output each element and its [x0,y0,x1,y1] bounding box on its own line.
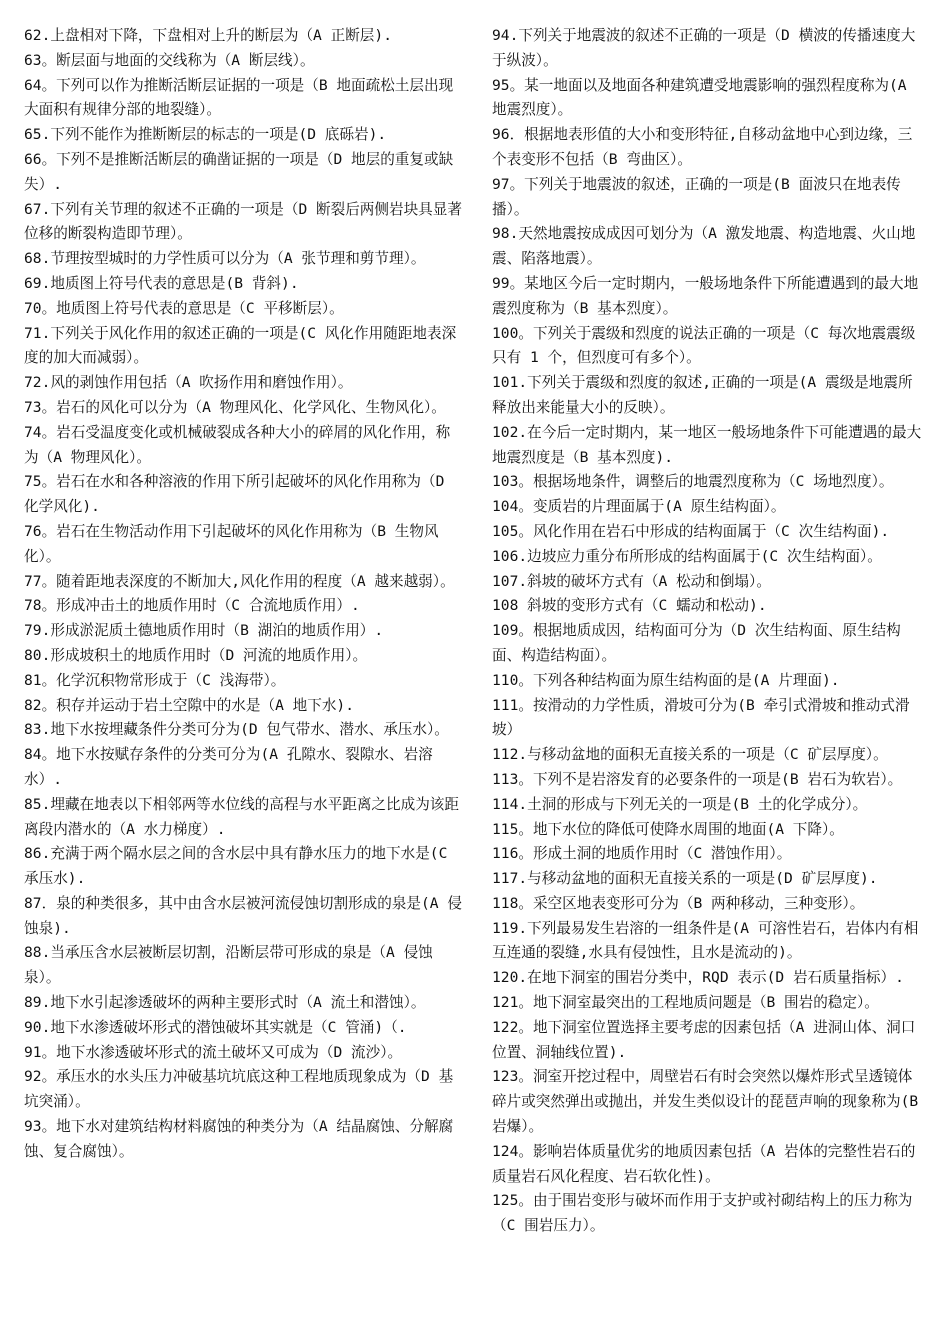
question-item: 118。采空区地表变形可分为（B 两种移动，三种变形）。 [492,894,865,912]
question-item: 109。根据地质成因，结构面可分为（D 次生结构面、原生结构面、构造结构面）。 [492,622,901,664]
question-item: 92。承压水的水头压力冲破基坑坑底这种工程地质现象成为（D 基坑突涌）。 [24,1068,454,1111]
question-item: 122。地下洞室位置选择主要考虑的因素包括（A 进洞山体、洞口位置、洞轴线位置). [492,1018,916,1061]
question-item: 111。按滑动的力学性质，滑坡可分为(B 牵引式滑坡和推动式滑坡） [492,696,910,739]
question-item: 85.埋藏在地表以下相邻两等水位线的高程与水平距离之比成为该距离段内潜水的（A 水力梯度）. [24,795,459,838]
question-item: 84。地下水按赋存条件的分类可分为(A 孔隙水、裂隙水、岩溶水）. [24,746,433,788]
question-item: 124。影响岩体质量优劣的地质因素包括（A 岩体的完整性岩石的质量岩石风化程度、岩石软化性)。 [492,1142,916,1185]
question-item: 81。化学沉积物常形成于（C 浅海带）。 [24,671,286,689]
question-item: 101.下列关于震级和烈度的叙述,正确的一项是(A 震级是地震所释放出来能量大小的反映）。 [492,374,913,416]
question-item: 120.在地下洞室的围岩分类中，RQD 表示(D 岩石质量指标）. [492,969,904,987]
question-item: 80.形成坡积土的地质作用时（D 河流的地质作用）。 [24,646,368,664]
question-item: 87．泉的种类很多，其中由含水层被河流侵蚀切割形成的泉是(A 侵蚀泉). [24,894,462,937]
question-item: 70。地质图上符号代表的意思是（C 平移断层）。 [24,299,344,317]
question-item: 123。洞室开挖过程中，周壁岩石有时会突然以爆炸形式呈透镜体碎片或突然弹出或抛出，并发生类似设计的琵琶声响的现象称为(B 岩爆）。 [492,1068,919,1136]
question-item: 125。由于围岩变形与破坏而作用于支护或衬砌结构上的压力称为（C 围岩压力）。 [492,1192,913,1235]
question-item: 104。变质岩的片理面属于(A 原生结构面）。 [492,498,786,516]
question-item: 117.与移动盆地的面积无直接关系的一项是(D 矿层厚度). [492,870,878,888]
question-item: 103。根据场地条件，调整后的地震烈度称为（C 场地烈度）。 [492,473,894,491]
question-item: 73。岩石的风化可以分为（A 物理风化、化学风化、生物风化）。 [24,398,446,416]
question-item: 83.地下水按埋藏条件分类可分为(D 包气带水、潜水、承压水）。 [24,721,449,739]
question-item: 78。形成冲击土的地质作用时（C 合流地质作用）. [24,597,360,615]
question-item: 100。下列关于震级和烈度的说法正确的一项是（C 每次地震震级只有 1 个，但烈度可有多个）。 [492,324,916,367]
question-item: 106.边坡应力重分布所形成的结构面属于(C 次生结构面）。 [492,547,882,565]
question-item: 108 斜坡的变形方式有（C 蠕动和松动). [492,597,767,615]
question-item: 102.在今后一定时期内，某一地区一般场地条件下可能遭遇的最大地震烈度是（B 基本烈度). [492,423,922,466]
left-column [24,24,464,1165]
question-item: 116。形成土洞的地质作用时（C 潜蚀作用）。 [492,845,792,863]
question-item: 112.与移动盆地的面积无直接关系的一项是（C 矿层厚度）。 [492,746,888,764]
question-item: 69.地质图上符号代表的意思是(B 背斜). [24,274,299,292]
question-item: 77。随着距地表深度的不断加大,风化作用的程度（A 越来越弱）。 [24,572,455,590]
question-item: 82。积存并运动于岩土空隙中的水是（A 地下水). [24,696,355,714]
question-item: 110。下列各种结构面为原生结构面的是(A 片理面). [492,671,840,689]
question-item: 91。地下水渗透破坏形式的流土破坏又可成为（D 流沙）。 [24,1043,403,1061]
question-item: 119.下列最易发生岩溶的一组条件是(A 可溶性岩石，岩体内有相互连通的裂缝,水具有侵蚀性，且水是流动的)。 [492,919,919,962]
question-item: 67.下列有关节理的叙述不正确的一项是（D 断裂后两侧岩块具显著位移的断裂构造即节理）。 [24,200,462,243]
question-item: 96．根据地表形值的大小和变形特征,自移动盆地中心到边缘，三个表变形不包括（B 弯曲区）。 [492,126,913,168]
question-item: 98.天然地震按成成因可划分为（A 激发地震、构造地震、火山地震、陷落地震）。 [492,225,916,268]
question-item: 99。某地区今后一定时期内，一般场地条件下所能遭遇到的最大地震烈度称为（B 基本烈度）。 [492,274,919,317]
question-item: 88.当承压含水层被断层切割，沿断层带可形成的泉是（A 侵蚀泉）。 [24,944,433,987]
question-item: 93。地下水对建筑结构材料腐蚀的种类分为（A 结晶腐蚀、分解腐蚀、复合腐蚀）。 [24,1118,454,1160]
question-item: 65.下列不能作为推断断层的标志的一项是(D 底砾岩). [24,126,387,144]
question-item: 64。下列可以作为推断活断层证据的一项是（B 地面疏松土层出现大面积有规律分部的地裂缝）。 [24,76,454,119]
question-item: 97。下列关于地震波的叙述，正确的一项是(B 面波只在地表传播）。 [492,175,901,218]
question-item: 90.地下水渗透破坏形式的潜蚀破坏其实就是（C 管涌)（. [24,1018,407,1036]
question-item: 121。地下洞室最突出的工程地质问题是（B 围岩的稳定）。 [492,994,879,1012]
question-item: 79.形成淤泥质土德地质作用时（B 湖泊的地质作用）. [24,622,384,640]
question-item: 71.下列关于风化作用的叙述正确的一项是(C 风化作用随距地表深度的加大而减弱）。 [24,324,457,367]
question-item: 113。下列不是岩溶发育的必要条件的一项是(B 岩石为软岩）。 [492,770,903,788]
question-item: 72.风的剥蚀作用包括（A 吹扬作用和磨蚀作用）。 [24,374,353,392]
question-item: 105。风化作用在岩石中形成的结构面属于（C 次生结构面). [492,522,890,540]
question-item: 68.节理按型城时的力学性质可以分为（A 张节理和剪节理）。 [24,250,426,268]
question-item: 114.土洞的形成与下列无关的一项是(B 土的化学成分）。 [492,795,868,813]
question-item: 95。某一地面以及地面各种建筑遭受地震影响的强烈程度称为(A 地震烈度）。 [492,76,907,119]
question-item: 86.充满于两个隔水层之间的含水层中具有静水压力的地下水是(C 承压水). [24,845,448,888]
question-item: 74。岩石受温度变化或机械破裂成各种大小的碎屑的风化作用，称为（A 物理风化）。 [24,423,451,466]
question-item: 89.地下水引起渗透破坏的两种主要形式时（A 流土和潜蚀）。 [24,994,426,1012]
question-item: 115。地下水位的降低可使降水周围的地面(A 下降）。 [492,820,844,838]
question-item: 75。岩石在水和各种溶液的作用下所引起破坏的风化作用称为（D 化学风化). [24,473,445,516]
question-item: 76。岩石在生物活动作用下引起破坏的风化作用称为（B 生物风化）。 [24,522,439,565]
question-item: 107.斜坡的破坏方式有（A 松动和倒塌）。 [492,572,771,590]
question-item: 94.下列关于地震波的叙述不正确的一项是（D 横波的传播速度大于纵波）。 [492,27,916,69]
question-item: 62.上盘相对下降，下盘相对上升的断层为（A 正断层). [24,27,392,44]
question-item: 63。断层面与地面的交线称为（A 断层线）。 [24,51,315,69]
question-item: 66。下列不是推断活断层的确凿证据的一项是（D 地层的重复或缺失）. [24,150,454,193]
right-column [492,24,924,1239]
